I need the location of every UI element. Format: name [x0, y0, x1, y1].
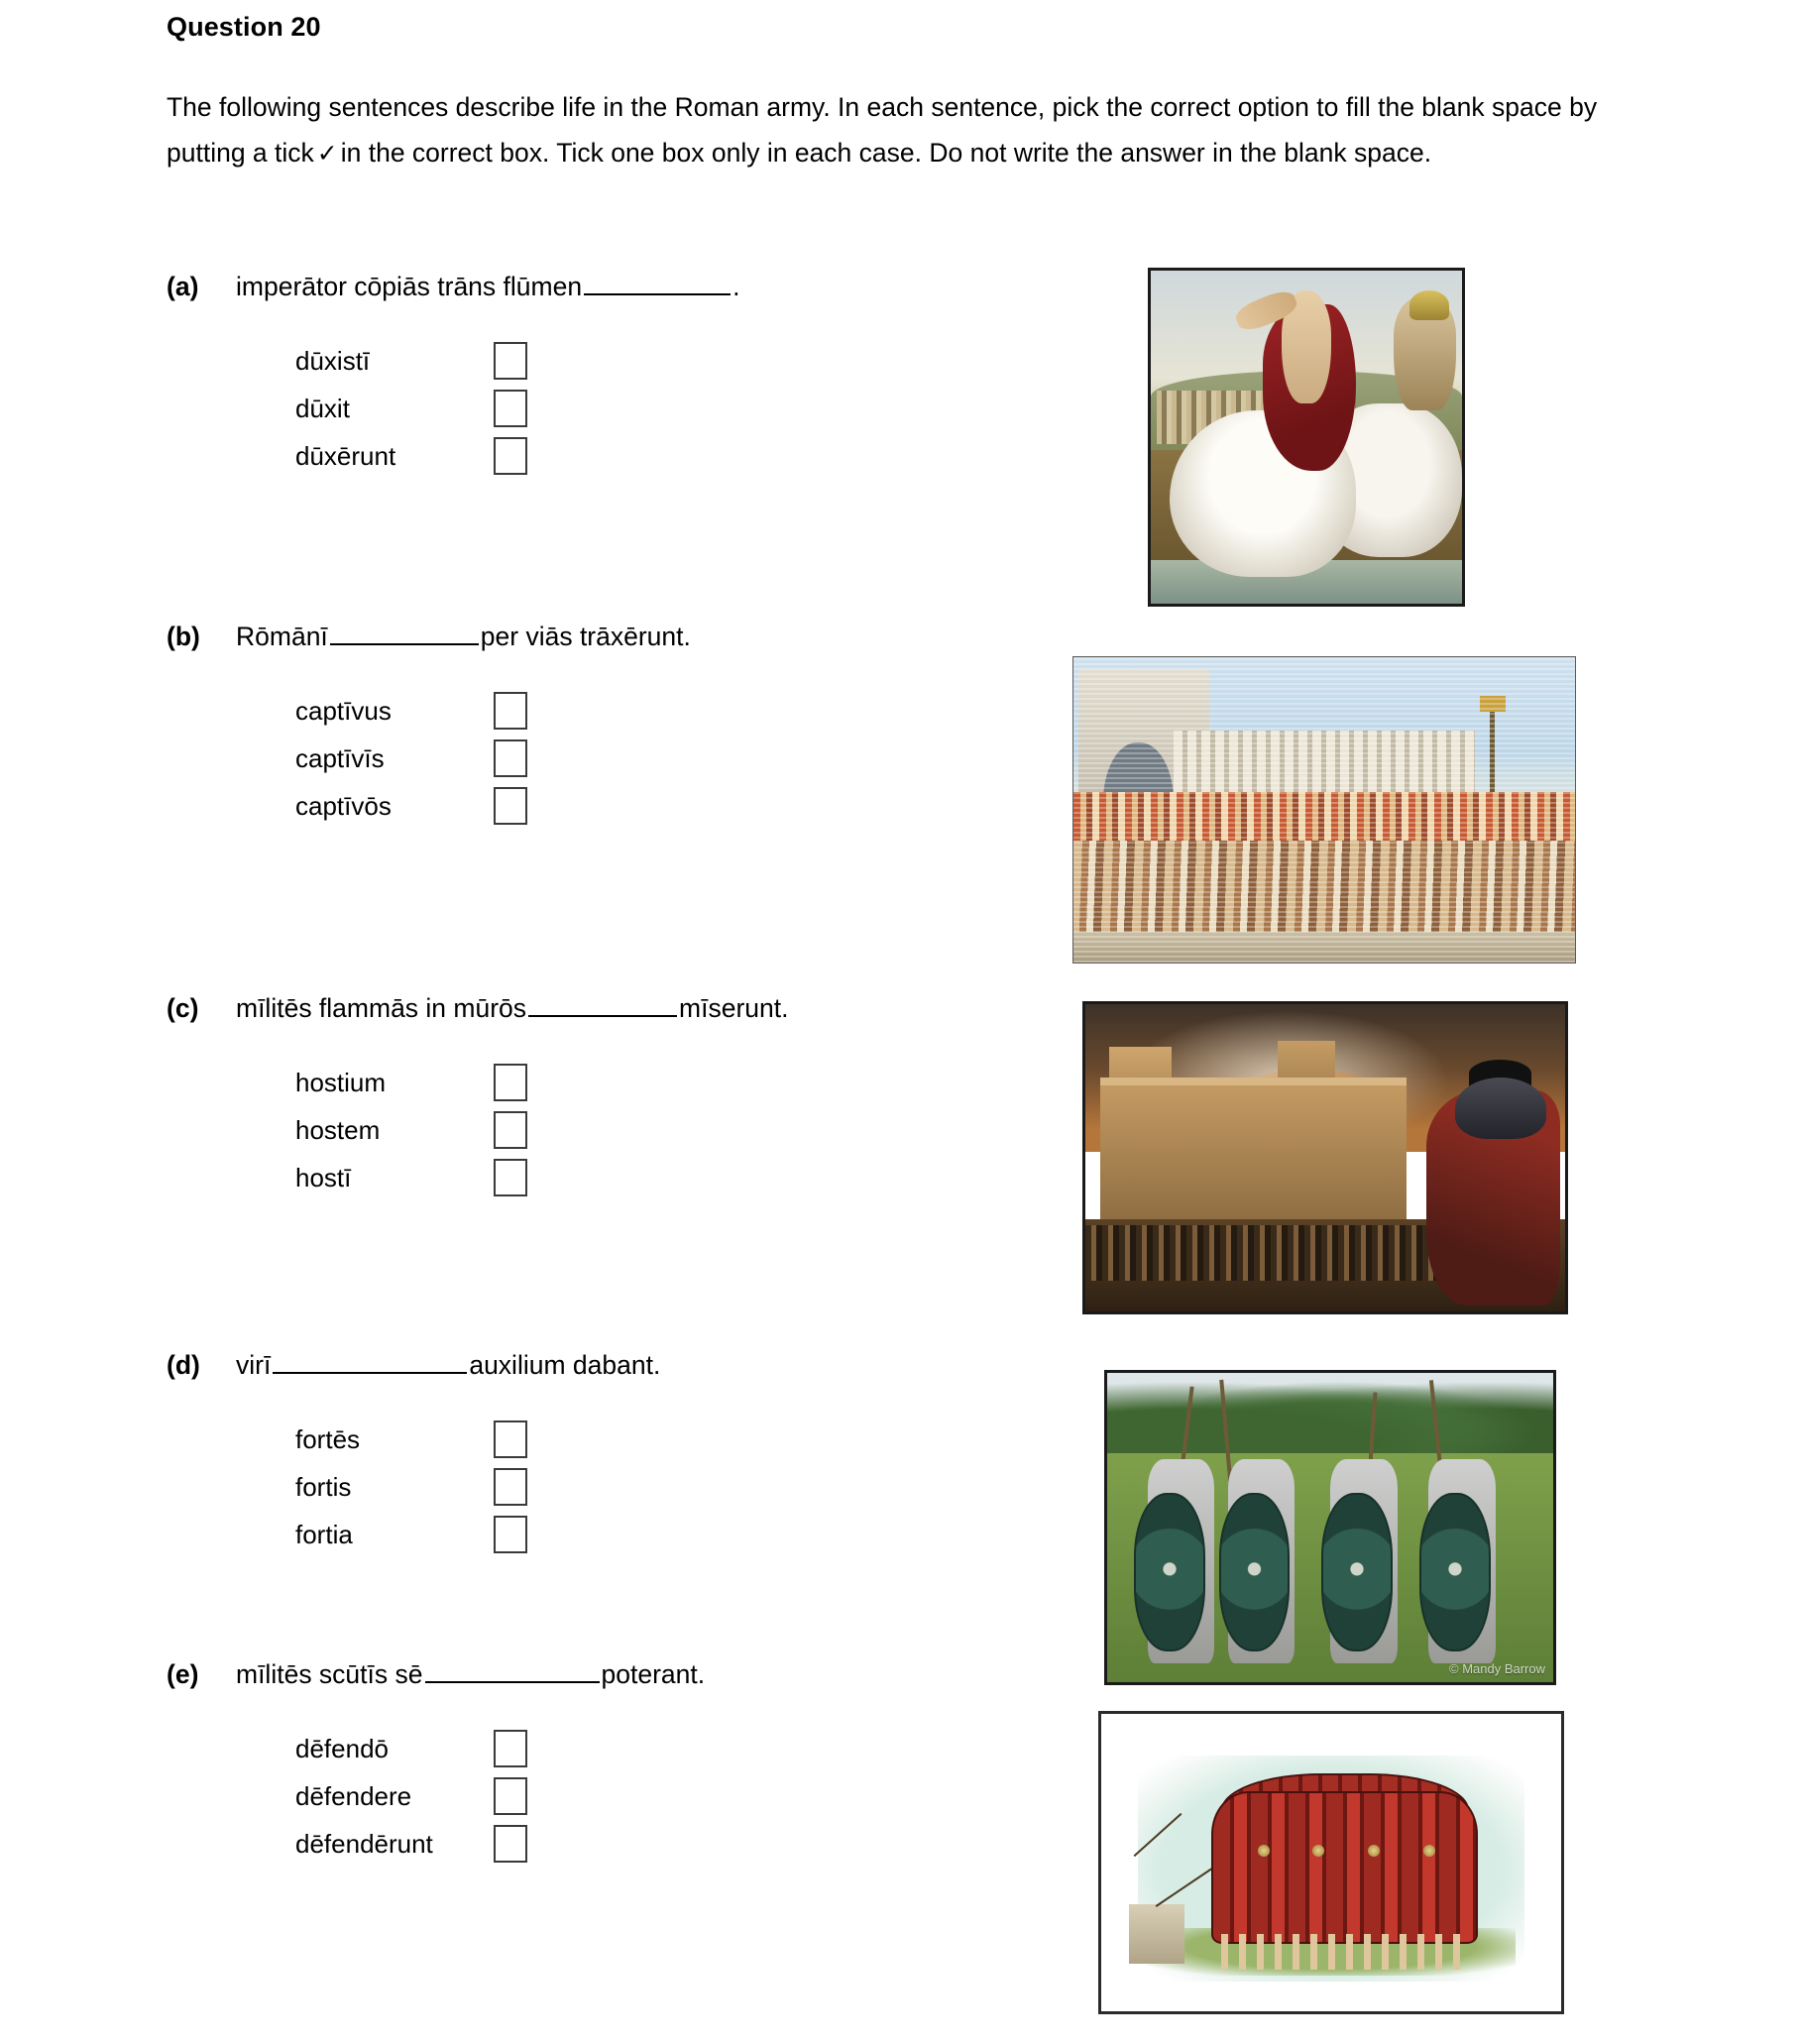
sentence-before-b: Rōmānī: [236, 622, 328, 651]
sentence-before-a: imperātor cōpiās trāns flūmen: [236, 272, 583, 301]
option-checkbox[interactable]: [494, 787, 527, 825]
option-row[interactable]: [295, 1772, 1168, 1820]
option-checkbox[interactable]: [494, 1420, 527, 1458]
option-checkbox[interactable]: [494, 1825, 527, 1863]
question-stem-d: [167, 1348, 1168, 1382]
sentence-before-c: mīlitēs flammās in mūrōs: [236, 993, 527, 1023]
image-watermark: © Mandy Barrow: [1449, 1661, 1545, 1676]
illustration-b-frame: [1072, 656, 1576, 964]
option-checkbox[interactable]: [494, 1159, 527, 1196]
answer-blank-a: [584, 270, 731, 295]
answer-blank-c: [528, 991, 677, 1017]
option-list-e: [295, 1725, 1168, 1868]
option-label: fortia: [295, 1520, 353, 1549]
option-checkbox[interactable]: [494, 437, 527, 475]
roman-soldiers-with-shields-scene: [1107, 1373, 1553, 1682]
sentence-after-a: .: [732, 272, 740, 301]
option-row[interactable]: [295, 1511, 1168, 1558]
option-checkbox[interactable]: [494, 1064, 527, 1101]
text-column: [167, 0, 1598, 176]
option-checkbox[interactable]: [494, 692, 527, 730]
option-list-d: [295, 1416, 1168, 1558]
tick-icon: ✓: [316, 140, 338, 168]
option-label: fortis: [295, 1472, 352, 1502]
option-label: hostem: [295, 1115, 381, 1145]
illustration-a-frame: [1148, 268, 1465, 607]
item-label-b: (b): [167, 622, 200, 651]
question-item-d: [167, 1348, 1168, 1558]
question-item-a: [167, 270, 1168, 480]
question-stem-c: [167, 991, 1168, 1025]
option-label: dūxistī: [295, 346, 371, 376]
question-stem-b: [167, 620, 1168, 653]
option-row[interactable]: [295, 687, 1168, 735]
option-label: captīvīs: [295, 743, 385, 773]
option-row[interactable]: [295, 1416, 1168, 1463]
illustration-e: [1098, 1711, 1564, 2014]
illustration-a: [1148, 268, 1465, 607]
question-stem-e: [167, 1657, 1168, 1691]
illustration-b: [1072, 656, 1576, 964]
option-label: dēfendō: [295, 1734, 389, 1763]
option-checkbox[interactable]: [494, 390, 527, 427]
item-label-e: (e): [167, 1659, 199, 1689]
instructions-line-2-before-tick: option to fill the blank space by putting a tick: [167, 92, 1598, 168]
answer-blank-d: [273, 1348, 467, 1374]
question-item-b: [167, 620, 1168, 830]
option-label: captīvus: [295, 696, 392, 726]
option-label: dūxit: [295, 394, 350, 423]
option-row[interactable]: [295, 432, 1168, 480]
option-checkbox[interactable]: [494, 1777, 527, 1815]
illustration-d-frame: [1104, 1370, 1556, 1685]
question-item-c: [167, 991, 1168, 1201]
option-list-c: [295, 1059, 1168, 1201]
question-stem-a: [167, 270, 1168, 303]
option-row[interactable]: [295, 782, 1168, 830]
option-checkbox[interactable]: [494, 1730, 527, 1767]
scanline-overlay: [1073, 657, 1575, 963]
option-checkbox[interactable]: [494, 1468, 527, 1506]
option-row[interactable]: [295, 1106, 1168, 1154]
sentence-after-e: poterant.: [601, 1659, 706, 1689]
sentence-before-d: virī: [236, 1350, 272, 1380]
instructions-line-3: Do not write the answer in the blank space.: [929, 138, 1432, 168]
sentence-after-d: auxilium dabant.: [469, 1350, 661, 1380]
item-label-d: (d): [167, 1350, 200, 1380]
instructions-line-2-after-tick: in the correct box. Tick one box only in each case.: [340, 138, 922, 168]
option-row[interactable]: [295, 1154, 1168, 1201]
option-row[interactable]: [295, 1463, 1168, 1511]
option-checkbox[interactable]: [494, 342, 527, 380]
option-label: dūxērunt: [295, 441, 396, 471]
question-item-e: [167, 1657, 1168, 1868]
option-row[interactable]: [295, 1059, 1168, 1106]
illustration-c: [1082, 1001, 1568, 1314]
sentence-after-b: per viās trāxērunt.: [480, 622, 691, 651]
option-row[interactable]: [295, 1725, 1168, 1772]
option-checkbox[interactable]: [494, 1111, 527, 1149]
option-list-a: [295, 337, 1168, 480]
option-label: fortēs: [295, 1424, 361, 1454]
option-checkbox[interactable]: [494, 1516, 527, 1553]
item-label-a: (a): [167, 272, 199, 301]
option-label: dēfendere: [295, 1781, 412, 1811]
page-title: Question 20: [167, 12, 321, 42]
option-row[interactable]: [295, 337, 1168, 385]
item-label-c: (c): [167, 993, 199, 1023]
answer-blank-e: [425, 1657, 600, 1683]
instructions-line-1: The following sentences describe life in the Roman army. In each sentence, pick the correct: [167, 92, 1231, 122]
option-row[interactable]: [295, 735, 1168, 782]
instructions-paragraph: [167, 43, 1609, 176]
option-row[interactable]: [295, 1820, 1168, 1868]
option-label: hostium: [295, 1068, 387, 1097]
option-label: dēfendērunt: [295, 1829, 433, 1859]
roman-commander-on-horseback-scene: [1151, 271, 1462, 604]
illustration-e-frame: [1098, 1711, 1564, 2014]
illustration-d: [1104, 1370, 1556, 1685]
illustration-c-frame: [1082, 1001, 1568, 1314]
sentence-after-c: mīserunt.: [679, 993, 789, 1023]
option-label: captīvōs: [295, 791, 392, 821]
answer-blank-b: [330, 620, 479, 645]
option-label: hostī: [295, 1163, 352, 1192]
roman-triumph-procession-scene: [1073, 657, 1575, 963]
option-list-b: [295, 687, 1168, 830]
burning-city-siege-scene: [1085, 1004, 1565, 1311]
option-row[interactable]: [295, 385, 1168, 432]
testudo-formation-scene: [1101, 1714, 1561, 2011]
sentence-before-e: mīlitēs scūtīs sē: [236, 1659, 423, 1689]
option-checkbox[interactable]: [494, 739, 527, 777]
